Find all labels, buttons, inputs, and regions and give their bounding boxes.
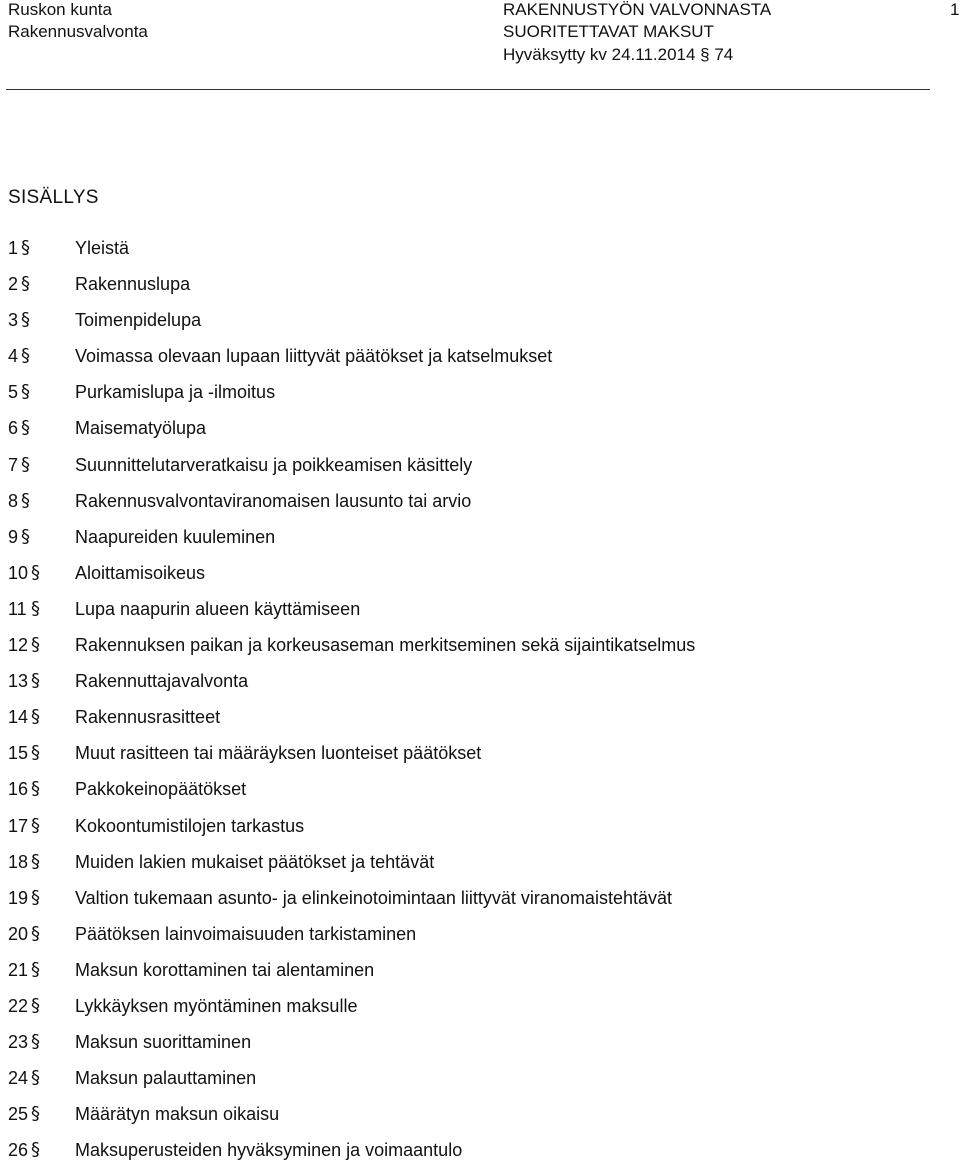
toc-heading: SISÄLLYS (8, 187, 99, 208)
section-sign: § (31, 814, 40, 836)
document-title-line-1: RAKENNUSTYÖN VALVONNASTA (503, 0, 772, 19)
section-sign: § (31, 778, 40, 800)
toc-item (0, 453, 960, 489)
toc-item (0, 777, 960, 813)
section-title: Rakennusvalvontaviranomaisen lausunto tai arvio (75, 490, 472, 511)
section-sign: § (31, 742, 40, 764)
toc-item (0, 344, 960, 380)
section-sign: § (31, 1139, 40, 1161)
section-title: Päätöksen lainvoimaisuuden tarkistaminen (75, 923, 417, 944)
department-name: Rakennusvalvonta (8, 22, 148, 41)
toc-item (0, 958, 960, 994)
section-title: Lykkäyksen myöntäminen maksulle (75, 995, 358, 1016)
section-sign: § (31, 922, 40, 944)
section-title: Naapureiden kuuleminen (75, 526, 276, 547)
toc-item (0, 1030, 960, 1066)
section-title: Muut rasitteen tai määräyksen luonteiset päätökset (75, 743, 482, 764)
section-number: 14 (8, 707, 29, 728)
section-number: 23 (8, 1032, 29, 1053)
page-number: 1 (950, 0, 960, 19)
organization-name: Ruskon kunta (8, 0, 112, 19)
section-title: Rakennuslupa (75, 274, 191, 295)
toc-item (0, 308, 960, 344)
section-title: Kokoontumistilojen tarkastus (75, 815, 305, 836)
toc-item (0, 922, 960, 958)
section-number: 8 (8, 490, 19, 511)
toc-item (0, 705, 960, 741)
section-title: Maksun korottaminen tai alentaminen (75, 959, 375, 980)
toc-item (0, 850, 960, 886)
section-title: Maksuperusteiden hyväksyminen ja voimaantulo (75, 1140, 463, 1161)
section-number: 24 (8, 1068, 29, 1089)
section-number: 25 (8, 1104, 29, 1125)
section-sign: § (31, 994, 40, 1016)
section-sign: § (31, 850, 40, 872)
section-title: Purkamislupa ja -ilmoitus (75, 382, 276, 403)
approval-note: Hyväksytty kv 24.11.2014 § 74 (503, 45, 734, 64)
toc-item (0, 669, 960, 705)
toc-item (0, 597, 960, 633)
section-number: 1 (8, 238, 19, 258)
section-title: Määrätyn maksun oikaisu (75, 1104, 280, 1125)
toc-item (0, 416, 960, 452)
page-header (0, 0, 960, 96)
section-sign: § (31, 634, 40, 656)
toc-item (0, 633, 960, 669)
section-number: 16 (8, 779, 29, 800)
section-number: 3 (8, 310, 19, 331)
toc-item (0, 994, 960, 1030)
section-sign: § (31, 706, 40, 728)
toc-item (0, 814, 960, 850)
header-divider (6, 89, 930, 90)
section-number: 13 (8, 671, 29, 692)
section-number: 18 (8, 851, 29, 872)
toc-item (0, 489, 960, 525)
section-title: Rakennuksen paikan ja korkeusaseman merkitseminen sekä sijaintikatselmus (75, 635, 696, 656)
section-title: Rakennuttajavalvonta (75, 671, 249, 692)
toc-item (0, 380, 960, 416)
toc-item (0, 1138, 960, 1174)
section-sign: § (21, 345, 30, 367)
section-title: Toimenpidelupa (75, 310, 202, 331)
section-title: Yleistä (75, 238, 130, 258)
section-number: 5 (8, 382, 19, 403)
section-number: 26 (8, 1140, 29, 1161)
table-of-contents (0, 236, 960, 1174)
section-title: Maksun suorittaminen (75, 1032, 252, 1053)
section-number: 10 (8, 562, 29, 583)
section-title: Maksun palauttaminen (75, 1068, 257, 1089)
toc-item (0, 741, 960, 777)
section-title: Muiden lakien mukaiset päätökset ja tehtävät (75, 851, 435, 872)
section-number: 19 (8, 887, 29, 908)
section-number: 6 (8, 418, 19, 439)
toc-item (0, 886, 960, 922)
toc-item (0, 236, 960, 272)
section-sign: § (31, 1031, 40, 1053)
section-number: 21 (8, 959, 29, 980)
toc-item (0, 1066, 960, 1102)
section-sign: § (31, 1103, 40, 1125)
section-number: 15 (8, 743, 29, 764)
section-title: Suunnittelutarveratkaisu ja poikkeamisen käsittely (75, 454, 473, 475)
section-sign: § (21, 417, 30, 439)
section-title: Pakkokeinopäätökset (75, 779, 247, 800)
toc-item (0, 525, 960, 561)
section-sign: § (31, 958, 40, 980)
section-title: Aloittamisoikeus (75, 562, 206, 583)
section-sign: § (21, 237, 30, 258)
section-sign: § (21, 489, 30, 511)
section-number: 22 (8, 995, 29, 1016)
section-sign: § (21, 525, 30, 547)
section-sign: § (31, 597, 40, 619)
section-sign: § (21, 309, 30, 331)
section-title: Maisematyölupa (75, 418, 207, 439)
section-number: 12 (8, 635, 29, 656)
section-sign: § (21, 273, 30, 295)
toc-item (0, 272, 960, 308)
section-number: 2 (8, 274, 19, 295)
section-title: Voimassa olevaan lupaan liittyvät päätökset ja katselmukset (75, 346, 553, 367)
section-number: 17 (8, 815, 29, 836)
section-sign: § (31, 1067, 40, 1089)
section-sign: § (31, 886, 40, 908)
section-number: 20 (8, 923, 29, 944)
section-sign: § (21, 381, 30, 403)
section-number: 9 (8, 526, 19, 547)
section-number: 4 (8, 346, 19, 367)
section-sign: § (21, 453, 30, 475)
document-title-line-2: SUORITETTAVAT MAKSUT (503, 22, 714, 41)
section-title: Rakennusrasitteet (75, 707, 221, 728)
section-title: Lupa naapurin alueen käyttämiseen (75, 598, 361, 619)
section-title: Valtion tukemaan asunto- ja elinkeinotoimintaan liittyvät viranomaistehtävät (75, 887, 672, 908)
section-sign: § (31, 670, 40, 692)
section-number: 11 (8, 598, 27, 619)
section-number: 7 (8, 454, 19, 475)
toc-item (0, 561, 960, 597)
section-sign: § (31, 561, 40, 583)
toc-item (0, 1102, 960, 1138)
